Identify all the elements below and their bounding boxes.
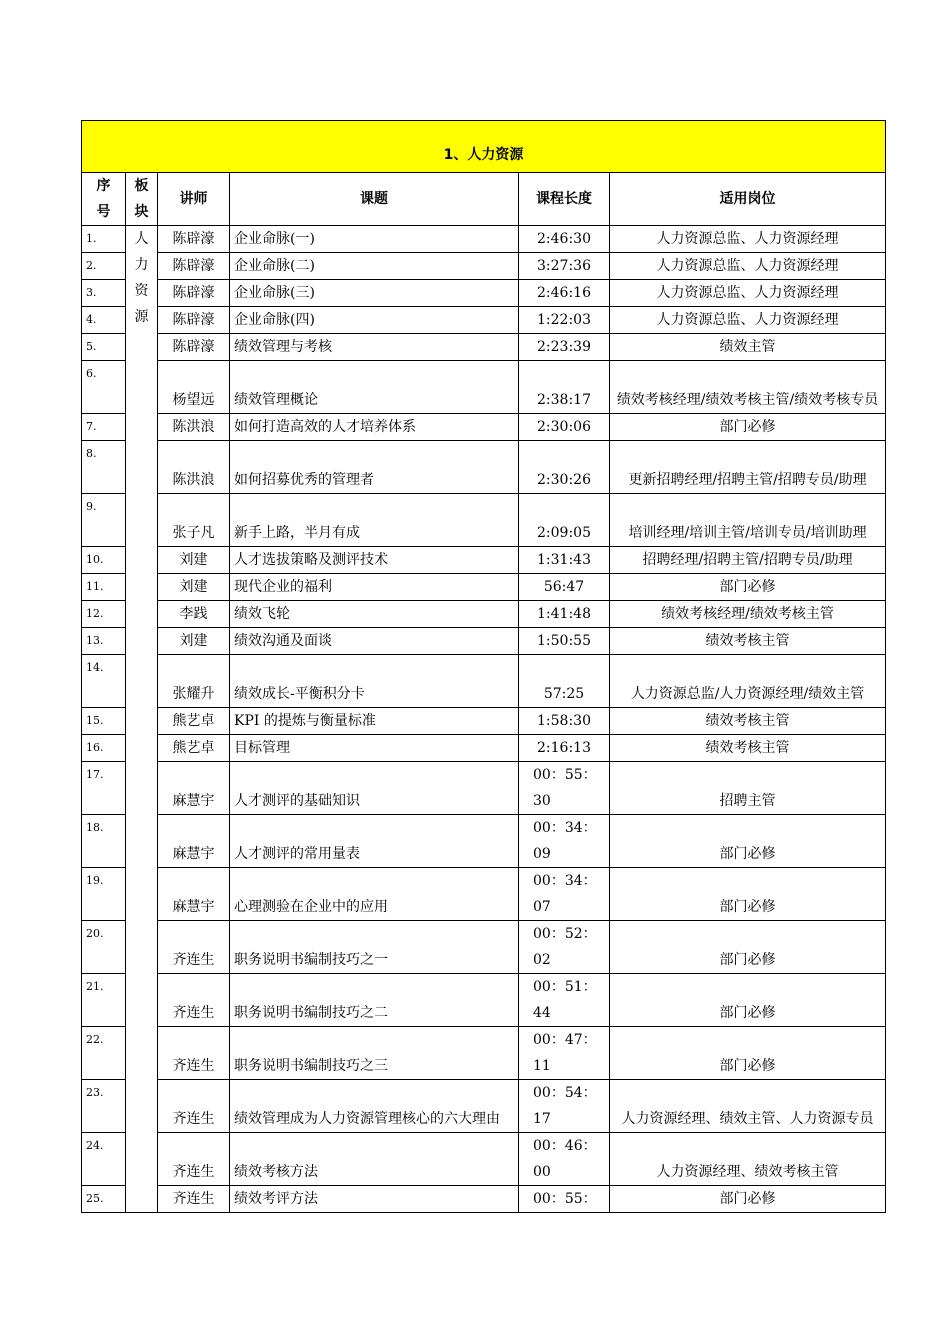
lecturer-cell: 陈洪浪 [158, 414, 230, 441]
row-number: 10. [82, 547, 126, 574]
length-cell: 2:23:39 [519, 334, 610, 361]
position-cell: 部门必修 [610, 868, 886, 921]
lecturer-cell: 麻慧宇 [158, 868, 230, 921]
row-number: 19. [82, 868, 126, 921]
header-row [82, 173, 886, 226]
table-row [82, 361, 886, 414]
row-number: 6. [82, 361, 126, 414]
row-number: 11. [82, 574, 126, 601]
table-row [82, 414, 886, 441]
position-cell: 更新招聘经理/招聘主管/招聘专员/助理 [610, 441, 886, 494]
lecturer-cell: 陈辟濠 [158, 226, 230, 253]
lecturer-cell: 熊艺卓 [158, 735, 230, 762]
position-cell: 绩效考核经理/绩效考核主管/绩效考核专员 [610, 361, 886, 414]
table-row [82, 494, 886, 547]
length-cell: 2:38:17 [519, 361, 610, 414]
row-number: 12. [82, 601, 126, 628]
header-no: 序 号 [82, 173, 126, 226]
topic-cell: 心理测验在企业中的应用 [230, 868, 519, 921]
lecturer-cell: 麻慧宇 [158, 815, 230, 868]
lecturer-cell: 刘建 [158, 574, 230, 601]
table-row [82, 868, 886, 921]
length-cell: 2:46:16 [519, 280, 610, 307]
length-cell: 2:30:26 [519, 441, 610, 494]
row-number: 16. [82, 735, 126, 762]
header-position: 适用岗位 [610, 173, 886, 226]
topic-cell: 如何招募优秀的管理者 [230, 441, 519, 494]
length-cell: 57:25 [519, 655, 610, 708]
row-number: 3. [82, 280, 126, 307]
topic-cell: 职务说明书编制技巧之一 [230, 921, 519, 974]
position-cell: 绩效考核主管 [610, 628, 886, 655]
table-row [82, 574, 886, 601]
length-cell: 1:22:03 [519, 307, 610, 334]
lecturer-cell: 李践 [158, 601, 230, 628]
topic-cell: 现代企业的福利 [230, 574, 519, 601]
position-cell: 部门必修 [610, 974, 886, 1027]
position-cell: 部门必修 [610, 414, 886, 441]
lecturer-cell: 杨望远 [158, 361, 230, 414]
lecturer-cell: 张耀升 [158, 655, 230, 708]
header-topic: 课题 [230, 173, 519, 226]
table-row [82, 1080, 886, 1133]
lecturer-cell: 刘建 [158, 547, 230, 574]
row-number: 21. [82, 974, 126, 1027]
position-cell: 人力资源总监、人力资源经理 [610, 307, 886, 334]
section-char: 资 [134, 283, 149, 299]
table-row [82, 1186, 886, 1213]
lecturer-cell: 陈辟濠 [158, 253, 230, 280]
row-number: 22. [82, 1027, 126, 1080]
header-section: 板 块 [126, 173, 158, 226]
topic-cell: 企业命脉(一) [230, 226, 519, 253]
table-row [82, 655, 886, 708]
table-row [82, 226, 886, 253]
topic-cell: 人才测评的基础知识 [230, 762, 519, 815]
topic-cell: 职务说明书编制技巧之三 [230, 1027, 519, 1080]
table-row [82, 334, 886, 361]
position-cell: 人力资源总监/人力资源经理/绩效主管 [610, 655, 886, 708]
topic-cell: 目标管理 [230, 735, 519, 762]
lecturer-cell: 陈辟濠 [158, 280, 230, 307]
length-cell: 00：54：17 [519, 1080, 610, 1133]
row-number: 25. [82, 1186, 126, 1213]
topic-cell: 人才测评的常用量表 [230, 815, 519, 868]
row-number: 15. [82, 708, 126, 735]
lecturer-cell: 齐连生 [158, 1133, 230, 1186]
length-cell: 00：55： [519, 1186, 610, 1213]
lecturer-cell: 陈辟濠 [158, 334, 230, 361]
row-number: 8. [82, 441, 126, 494]
table-row [82, 280, 886, 307]
lecturer-cell: 齐连生 [158, 921, 230, 974]
table-row [82, 1027, 886, 1080]
table-row [82, 628, 886, 655]
row-number: 17. [82, 762, 126, 815]
topic-cell: 绩效考评方法 [230, 1186, 519, 1213]
position-cell: 招聘经理/招聘主管/招聘专员/助理 [610, 547, 886, 574]
table-row [82, 921, 886, 974]
table-row [82, 307, 886, 334]
position-cell: 部门必修 [610, 574, 886, 601]
length-cell: 2:30:06 [519, 414, 610, 441]
length-cell: 1:58:30 [519, 708, 610, 735]
lecturer-cell: 齐连生 [158, 1080, 230, 1133]
row-number: 23. [82, 1080, 126, 1133]
length-cell: 2:16:13 [519, 735, 610, 762]
table-title: 1、人力资源 [82, 121, 886, 173]
length-cell: 00：47：11 [519, 1027, 610, 1080]
length-cell: 00：51：44 [519, 974, 610, 1027]
topic-cell: 人才选拔策略及测评技术 [230, 547, 519, 574]
position-cell: 绩效考核主管 [610, 735, 886, 762]
topic-cell: 企业命脉(三) [230, 280, 519, 307]
row-number: 13. [82, 628, 126, 655]
length-cell: 00：55：30 [519, 762, 610, 815]
length-cell: 00：34：09 [519, 815, 610, 868]
topic-cell: 绩效管理概论 [230, 361, 519, 414]
length-cell: 56:47 [519, 574, 610, 601]
length-cell: 00：46：00 [519, 1133, 610, 1186]
position-cell: 人力资源总监、人力资源经理 [610, 280, 886, 307]
length-cell: 00：52：02 [519, 921, 610, 974]
topic-cell: KPI 的提炼与衡量标准 [230, 708, 519, 735]
position-cell: 人力资源经理、绩效考核主管 [610, 1133, 886, 1186]
row-number: 1. [82, 226, 126, 253]
header-length: 课程长度 [519, 173, 610, 226]
length-cell: 1:31:43 [519, 547, 610, 574]
length-cell: 2:09:05 [519, 494, 610, 547]
lecturer-cell: 张子凡 [158, 494, 230, 547]
length-cell: 2:46:30 [519, 226, 610, 253]
row-number: 2. [82, 253, 126, 280]
position-cell: 人力资源总监、人力资源经理 [610, 253, 886, 280]
topic-cell: 绩效考核方法 [230, 1133, 519, 1186]
position-cell: 绩效考核主管 [610, 708, 886, 735]
table-row [82, 601, 886, 628]
position-cell: 培训经理/培训主管/培训专员/培训助理 [610, 494, 886, 547]
position-cell: 人力资源经理、绩效主管、人力资源专员 [610, 1080, 886, 1133]
table-row [82, 708, 886, 735]
position-cell: 绩效主管 [610, 334, 886, 361]
section-cell [126, 226, 158, 1213]
table-row [82, 253, 886, 280]
row-number: 5. [82, 334, 126, 361]
section-char: 力 [134, 257, 149, 273]
row-number: 9. [82, 494, 126, 547]
lecturer-cell: 陈辟濠 [158, 307, 230, 334]
table-row [82, 815, 886, 868]
topic-cell: 绩效沟通及面谈 [230, 628, 519, 655]
row-number: 4. [82, 307, 126, 334]
position-cell: 部门必修 [610, 1027, 886, 1080]
table-row [82, 1133, 886, 1186]
topic-cell: 企业命脉(二) [230, 253, 519, 280]
lecturer-cell: 熊艺卓 [158, 708, 230, 735]
row-number: 24. [82, 1133, 126, 1186]
topic-cell: 绩效管理成为人力资源管理核心的六大理由 [230, 1080, 519, 1133]
topic-cell: 如何打造高效的人才培养体系 [230, 414, 519, 441]
table-row [82, 974, 886, 1027]
topic-cell: 企业命脉(四) [230, 307, 519, 334]
position-cell: 绩效考核经理/绩效考核主管 [610, 601, 886, 628]
length-cell: 1:50:55 [519, 628, 610, 655]
table-row [82, 735, 886, 762]
topic-cell: 新手上路，半月有成 [230, 494, 519, 547]
lecturer-cell: 齐连生 [158, 1186, 230, 1213]
lecturer-cell: 刘建 [158, 628, 230, 655]
position-cell: 部门必修 [610, 1186, 886, 1213]
length-cell: 3:27:36 [519, 253, 610, 280]
table-row [82, 441, 886, 494]
course-table [81, 120, 886, 1213]
topic-cell: 绩效成长-平衡积分卡 [230, 655, 519, 708]
table-row [82, 547, 886, 574]
row-number: 18. [82, 815, 126, 868]
row-number: 7. [82, 414, 126, 441]
row-number: 14. [82, 655, 126, 708]
table-row [82, 762, 886, 815]
position-cell: 人力资源总监、人力资源经理 [610, 226, 886, 253]
position-cell: 部门必修 [610, 815, 886, 868]
lecturer-cell: 齐连生 [158, 1027, 230, 1080]
position-cell: 部门必修 [610, 921, 886, 974]
topic-cell: 绩效飞轮 [230, 601, 519, 628]
length-cell: 00：34：07 [519, 868, 610, 921]
lecturer-cell: 齐连生 [158, 974, 230, 1027]
length-cell: 1:41:48 [519, 601, 610, 628]
header-lecturer: 讲师 [158, 173, 230, 226]
topic-cell: 绩效管理与考核 [230, 334, 519, 361]
row-number: 20. [82, 921, 126, 974]
lecturer-cell: 陈洪浪 [158, 441, 230, 494]
topic-cell: 职务说明书编制技巧之二 [230, 974, 519, 1027]
position-cell: 招聘主管 [610, 762, 886, 815]
section-char: 源 [134, 309, 149, 325]
lecturer-cell: 麻慧宇 [158, 762, 230, 815]
section-char: 人 [134, 231, 149, 247]
